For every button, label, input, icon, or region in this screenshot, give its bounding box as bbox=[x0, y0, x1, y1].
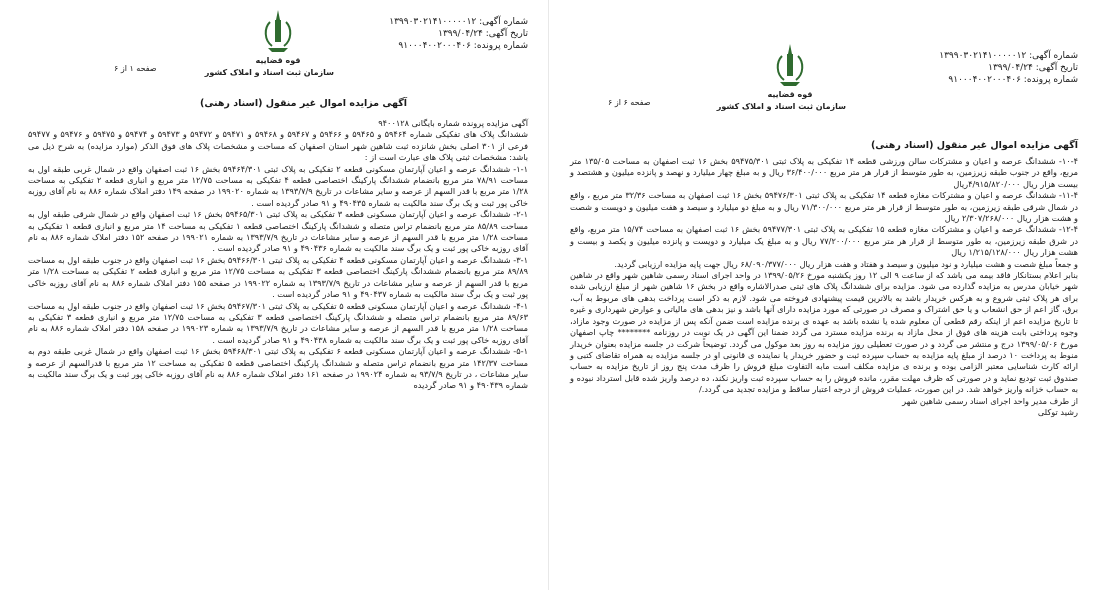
page-number: صفحه ۱ از ۶ bbox=[114, 64, 157, 73]
case-number: شماره پرونده: ۹۱۰۰۰۴۰۰۲۰۰۰۴۰۶ bbox=[398, 41, 528, 51]
case-number: شماره پرونده: ۹۱۰۰۰۴۰۰۲۰۰۰۴۰۶ bbox=[948, 75, 1078, 85]
paragraph: ۳-۱- ششدانگ عرصه و اعیان آپارتمان مسکونی قطعه ۴ تفکیکی به پلاک ثبتی ۵۹۴۶۶/۳۰۱ بخش ۱۶ ثبت اصفهان واقع در جنوب طبقه اول به مساحت ۸۹/۸۹ متر مربع بانضمام ششدانگ پارکینگ اختصاصی قطعه ۳ تفکیکی به مساحت ۱۲/۷۵ متر مربع و انباری قطعه ۲ تفکیکی به مساحت ۱/۲۸ متر مربع با قدر السهم از عرصه و سایر مشاعات در تاریخ ۱۳۹۳/۷/۹ به شماره ۱۹۹۰۲۲ در صفحه ۱۵۵ دفتر املاک شماره ۸۸۶ به نام آقای روزبه خاکی پور ثبت و یک برگ سند مالکیت به شماره ۴۹۰۴۳۷ و ۹۱ صادر گردیده است . bbox=[28, 254, 528, 300]
page-title: آگهی مزایده اموال غیر منقول (اسناد رهنی) bbox=[200, 98, 408, 109]
ad-date: تاریخ آگهی: ۱۳۹۹/۰۴/۲۴ bbox=[438, 29, 528, 39]
judiciary-label: قوه قضاییه bbox=[255, 56, 301, 65]
paragraph: ۱۱-۴- ششدانگ عرصه و اعیان و مشترکات مغازه قطعه ۱۴ تفکیکی به پلاک ثبتی ۵۹۴۷۶/۳۰۱ بخش ۱۶ ثبت اصفهان به مساحت ۳۲/۳۶ متر مربع ، واقع در شمال شرقی طبقه زیرزمین، به طور متوسط از قرار هر متر مربع ۷۱/۳۰۰/۰۰۰ ریال و به مبلغ دو میلیارد و سیصد و هفت میلیون و دویست و شصت و هشت هزار ریال ۲/۳۰۷/۲۶۸/۰۰۰ ریال bbox=[570, 190, 1079, 224]
paragraph: و جمعاً مبلغ شصت و هشت میلیارد و نود میلیون و سیصد و هفتاد و هفت هزار ریال ۶۸/۰۹۰/۳۷۷/۰۰۰ ریال جهت پایه مزایده ارزیابی گردید. bbox=[614, 258, 1078, 269]
paragraph: ششدانگ پلاک های تفکیکی شماره ۵۹۴۶۴ و ۵۹۴۶۵ و ۵۹۴۶۶ و ۵۹۴۶۷ و ۵۹۴۶۸ و ۵۹۴۷۱ و ۵۹۴۷۲ و ۵۹۴۷۳ و ۵۹۴۷۴ و ۵۹۴۷۵ و ۵۹۴۷۶ و ۵۹۴۷۷ فرعی از ۳۰۱ اصلی بخش شانزده ثبت شاهین شهر استان اصفهان که مساحت و مشخصات پلاک های فوق الذکر (موارد مزایده) به شرح ذیل می باشد: مشخصات ثبتی پلاک های عبارت است از : bbox=[28, 129, 528, 163]
page-number: صفحه ۶ از ۶ bbox=[608, 98, 651, 107]
paragraph: ۴-۱- ششدانگ عرصه و اعیان آپارتمان مسکونی قطعه ۵ تفکیکی به پلاک ثبتی ۵۹۴۶۷/۳۰۱ بخش ۱۶ ثبت اصفهان واقع در جنوب طبقه اول به مساحت ۸۹/۶۳ متر مربع بانضمام تراس متصله و ششدانگ پارکینگ اختصاصی قطعه ۳ تفکیکی به مساحت ۱۲/۷۵ متر مربع و انباری قطعه ۳ تفکیکی به مساحت ۱/۲۸ متر مربع با قدر السهم از عرصه و سایر مشاعات در تاریخ ۱۳۹۳/۷/۹ به شماره ۱۹۹۰۲۳ در صفحه ۱۵۸ دفتر املاک شماره ۸۸۶ به نام آقای روزبه خاکی پور ثبت و یک برگ سند مالکیت به شماره ۴۹۰۴۳۸ و ۹۱ صادر گردیده است . bbox=[28, 300, 528, 345]
judiciary-emblem-icon bbox=[770, 40, 810, 92]
paragraph: ۲-۱- ششدانگ عرصه و اعیان آپارتمان مسکونی قطعه ۳ تفکیکی به پلاک ثبتی ۵۹۴۶۵/۳۰۱ بخش ۱۶ ثبت اصفهان واقع در شمال شرقی طبقه اول به مساحت ۸۵/۸۹ متر مربع بانضمام تراس متصله و ششدانگ پارکینگ اختصاصی قطعه ۱ تفکیکی به مساحت ۱۴ متر مربع و انباری قطعه ۱ تفکیکی به مساحت ۱/۲۸ متر مربع با قدر السهم از عرصه و سایر مشاعات در تاریخ ۱۳۹۳/۷/۹ به شماره ۱۹۹۰۲۱ در صفحه ۱۵۲ دفتر املاک شماره ۸۸۶ به نام آقای روزبه خاکی پور ثبت و یک برگ سند مالکیت به شماره ۴۹۰۴۳۶ و ۹۱ صادر گردیده است . bbox=[28, 209, 529, 254]
paragraph: ۵-۱- ششدانگ عرصه و اعیان آپارتمان مسکونی قطعه ۶ تفکیکی به پلاک ثبتی ۵۹۴۶۸/۳۰۱ بخش ۱۶ ثبت اصفهان واقع در شمال غربی طبقه دوم به مساحت ۱۴۲/۳۷ متر مربع بانضمام تراس متصله و ششدانگ پارکینگ اختصاصی قطعه ۵ تفکیکی به مساحت ۱۲ متر مربع با قدرالسهم از عرصه و سایر مشاعات ، در تاریخ ۹۳/۷/۹ به شماره ۱۹۹۰۲۴ در صفحه ۱۶۱ دفتر املاک شماره ۸۸۶ به نام آقای روزبه خاکی پور ثبت و یک برگ سند مالکیت به شماره ۴۹۰۴۳۹ و ۹۱ صادر گردیده bbox=[28, 346, 529, 391]
signature-line: از طرف مدیر واحد اجرای اسناد رسمی شاهین شهر bbox=[902, 395, 1078, 406]
ad-number: شماره آگهی: ۱۳۹۹۰۳۰۲۱۴۱۰۰۰۰۰۱۲ bbox=[939, 51, 1078, 61]
org-name: سازمان ثبت اسناد و املاک کشور bbox=[716, 102, 846, 111]
signatory-name: رشید توکلی bbox=[1037, 406, 1078, 417]
paragraph: ۱۲-۴- ششدانگ عرصه و اعیان و مشترکات مغازه قطعه ۱۵ تفکیکی به پلاک ثبتی ۵۹۴۷۷/۳۰۱ بخش ۱۶ ثبت اصفهان به مساحت ۱۵/۷۴ متر مربع، واقع در شرق طبقه زیرزمین، به طور متوسط از قرار هر متر مربع ۷۷/۲۰۰/۰۰۰ ریال و به مبلغ یک میلیارد و دویست و پانزده میلیون و یکصد و بیست و هشت هزار ریال ۱/۲۱۵/۱۲۸/۰۰۰ ریال bbox=[570, 224, 1078, 258]
document-page-6 bbox=[548, 0, 1096, 590]
page-title: آگهی مزایده اموال غیر منقول (اسناد رهنی) bbox=[870, 140, 1078, 151]
ad-number: شماره آگهی: ۱۳۹۹۰۳۰۲۱۴۱۰۰۰۰۰۱۲ bbox=[389, 17, 528, 27]
paragraph: ۱۰-۴- ششدانگ عرصه و اعیان و مشترکات سالن ورزشی قطعه ۱۴ تفکیکی به پلاک ثبتی ۵۹۴۷۵/۳۰۱ بخش ۱۶ ثبت اصفهان به مساحت ۱۳۵/۰۵ متر مربع، واقع در جنوب طبقه زیرزمین، به طور متوسط از قرار هر متر مربع ۳۶/۴۰۰/۰۰۰ ریال و به مبلغ چهار میلیارد و نهصد و پانزده میلیون و هشتصد و بیست هزار ریال ۴/۹۱۵/۸۲۰/۰۰۰ریال bbox=[570, 156, 1078, 189]
ad-meta-block bbox=[939, 50, 1078, 86]
paragraph: بنابر اعلام بستانکار فاقد بیمه می باشد که از ساعت ۹ الی ۱۲ روز یکشنبه مورخ ۱۳۹۹/۰۵/۲۶ در واحد اجرای اسناد رسمی شاهین شهر واقع در شاهین شهر خیابان مدرس به مزایده گذارده می شود. مزایده برای ششدانگ پلاک های ثبتی صدرالاشاره واقع در بخش ۱۶ شاهین شهر از مبلغ ارزیابی شده برای هر پلاک ثبتی شروع و به هرکس خریدار باشد به بالاترین قیمت پیشنهادی فروخته می شود. لازم به ذکر است پرداخت بدهی های مربوط به آب، برق، گاز اعم از حق انشعاب و یا حق اشتراک و مصرف در صورتی که مورد مزایده دارای آنها باشد و نیز بدهی های مالیاتی و عوارض شهرداری و غیره تا تاریخ مزایده اعم از اینکه رقم قطعی آن معلوم شده یا نشده باشد به عهده ی برنده مزایده است ضمن آنکه پس از مزایده در صورت وجود مازاد، وجوه پرداختی بابت هزینه های فوق از محل مازاد به برنده مزایده مسترد می گردد ضمنا این آگهی در یک نوبت در روزنامه ******** چاپ اصفهان مورخ ۱۳۹۹/۰۵/۰۶ درج و منتشر می گردد و در صورت تعطیلی روز مزایده به روز بعد موکول می گردد. توضیحاً شرکت در جلسه مزایده بعنوان خریدار منوط به پرداخت ۱۰ درصد از مبلغ پایه مزایده به حساب سپرده ثبت و حضور خریدار یا نماینده ی قانونی او در جلسه مزایده به همراه تقاضای کتبی و ارائه کارت شناسایی معتبر الزامی بوده و برنده ی مزایده مکلف است مابه التفاوت مبلغ فروش را ظرف مدت پنج روز از تاریخ مزایده به حساب صندوق ثبت تودیع نماید و در صورتی که ظرف مهلت مقرر، مانده فروش را به حساب سپرده ثبت واریز نکند، ده درصد واریز شده قابل استرداد نبوده و به حساب خزانه واریز خواهد شد. در این صورت، عملیات فروش از درجه اعتبار ساقط و مزایده تجدید می گردد./ bbox=[570, 270, 1078, 395]
paragraph: آگهی مزایده پرونده شماره بایگانی ۹۴۰۰۱۲۸ bbox=[378, 118, 528, 128]
judiciary-emblem-icon bbox=[258, 6, 298, 58]
ad-meta-block bbox=[389, 16, 528, 52]
org-name: سازمان ثبت اسناد و املاک کشور bbox=[204, 68, 334, 77]
ad-date: تاریخ آگهی: ۱۳۹۹/۰۴/۲۴ bbox=[988, 63, 1078, 73]
document-body bbox=[28, 118, 528, 392]
judiciary-label: قوه قضاییه bbox=[767, 90, 813, 99]
document-body bbox=[570, 156, 1078, 418]
paragraph: ۱-۱- ششدانگ عرصه و اعیان آپارتمان مسکونی قطعه ۲ تفکیکی به پلاک ثبتی ۵۹۴۶۴/۳۰۱ بخش ۱۶ ثبت اصفهان واقع در شمال غربی طبقه اول به مساحت ۷۸/۹۱ متر مربع بانضمام ششدانگ پارکینگ اختصاصی قطعه ۴ تفکیکی به مساحت ۱۲/۷۵ متر مربع و انباری قطعه ۲ تفکیکی به مساحت ۱/۲۸ متر مربع با قدر السهم از عرصه و سایر مشاعات در تاریخ ۱۳۹۳/۷/۹ به شماره ۱۹۹۰۲۰ در صفحه ۱۴۹ دفتر املاک شماره ۸۸۶ به نام آقای روزبه خاکی پور ثبت و یک برگ سند مالکیت به شماره ۴۹۰۴۳۵ و ۹۱ صادر گردیده است . bbox=[28, 163, 529, 208]
